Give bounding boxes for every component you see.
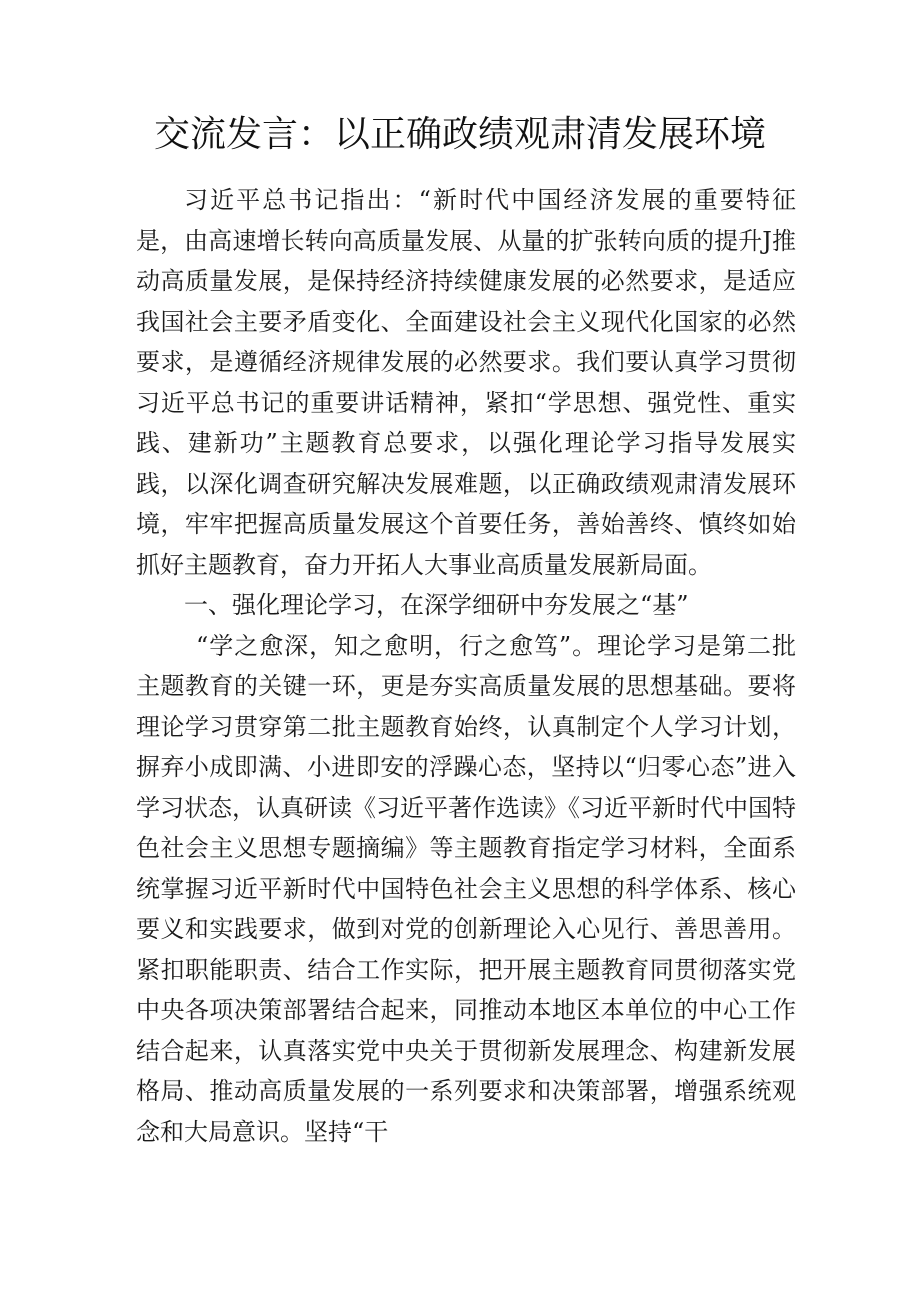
document-title: 交流发言：以正确政绩观肃清发展环境: [153, 114, 766, 155]
document-body: [136, 180, 796, 1152]
section-heading-1: 一、强化理论学习，在深学细研中夯发展之“基”: [184, 591, 689, 619]
intro-paragraph: 习近平总书记指出：“新时代中国经济发展的重要特征是，由高速增长转向高质量发展、从量的扩张转向质的提升J推动高质量发展，是保持经济持续健康发展的必然要求，是适应我国社会主要矛盾变化、全面建设社会主义现代化国家的必然要求，是遵循经济规律发展的必然要求。我们要认真学习贯彻习近平总书记的重要讲话精神，紧扣“学思想、强党性、重实践、建新功”主题教育总要求，以强化理论学习指导发展实践，以深化调查研究解决发展难题，以正确政绩观肃清发展环境，牢牢把握高质量发展这个首要任务，善始善终、慎终如始抓好主题教育，奋力开拓人大事业高质量发展新局面。: [136, 186, 796, 579]
section-1-paragraph: “学之愈深，知之愈明，行之愈笃”。理论学习是第二批主题教育的关键一环，更是夯实高质量发展的思想基础。要将理论学习贯穿第二批主题教育始终，认真制定个人学习计划，摒弃小成即满、小进即安的浮躁心态，坚持以“归零心态”进入学习状态，认真研读《习近平著作选读》《习近平新时代中国特色社会主义思想专题摘编》等主题教育指定学习材料，全面系统掌握习近平新时代中国特色社会主义思想的科学体系、核心要义和实践要求，做到对党的创新理论入心见行、善思善用。紧扣职能职责、结合工作实际，把开展主题教育同贯彻落实党中央各项决策部署结合起来，同推动本地区本单位的中心工作结合起来，认真落实党中央关于贯彻新发展理念、构建新发展格局、推动高质量发展的一系列要求和决策部署，增强系统观念和大局意识。坚持“干: [136, 631, 796, 1146]
